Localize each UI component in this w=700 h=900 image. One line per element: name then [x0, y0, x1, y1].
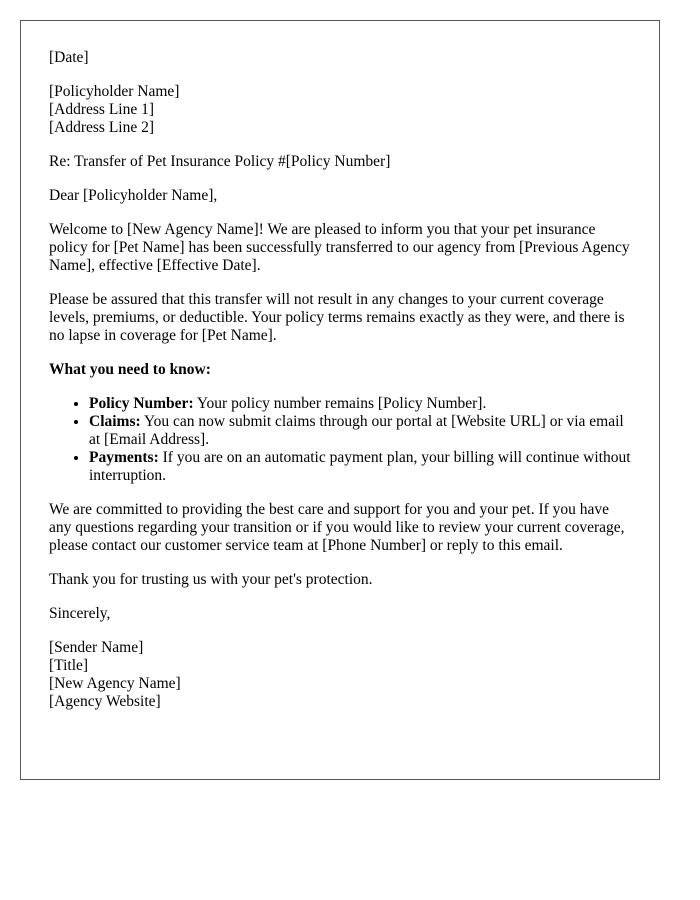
know-heading: What you need to know: — [49, 361, 211, 378]
letter-closing: Sincerely, — [49, 605, 111, 622]
letter-salutation: Dear [Policyholder Name], — [49, 187, 218, 204]
list-item-policy-number — [89, 395, 631, 413]
list-item-claims — [89, 413, 631, 449]
list-item-text: You can now submit claims through our portal at [Website URL] or via email at [Email Address]. — [89, 413, 624, 448]
sender-name: [Sender Name] — [49, 639, 144, 656]
list-item-payments — [89, 449, 631, 485]
letter-subject: Re: Transfer of Pet Insurance Policy #[Policy Number] — [49, 153, 391, 170]
list-item-text: Your policy number remains [Policy Number]. — [193, 395, 487, 412]
letter-date: [Date] — [49, 49, 89, 66]
list-item-label: Payments: — [89, 449, 159, 466]
recipient-address-block — [49, 83, 631, 137]
know-list — [49, 395, 631, 485]
sender-agency-website: [Agency Website] — [49, 693, 161, 710]
sender-agency-name: [New Agency Name] — [49, 675, 181, 692]
body-paragraph-support: We are committed to providing the best care and support for you and your pet. If you have any questions regarding your transition or if you would like to review your current coverage, please contact our customer service team at [Phone Number] or reply to this email. — [49, 501, 625, 554]
body-paragraph-assurance: Please be assured that this transfer will not result in any changes to your current coverage levels, premiums, or deductible. Your policy terms remains exactly as they were, and there is no lapse in coverage for [Pet Name]. — [49, 291, 625, 344]
body-paragraph-welcome: Welcome to [New Agency Name]! We are pleased to inform you that your pet insurance policy for [Pet Name] has been successfully transferred to our agency from [Previous Agency Name], effective [Effective Date]. — [49, 221, 630, 274]
recipient-address-line-1: [Address Line 1] — [49, 101, 155, 118]
sender-title: [Title] — [49, 657, 89, 674]
list-item-text: If you are on an automatic payment plan, your billing will continue without interruption. — [89, 449, 631, 484]
letter-page — [20, 20, 660, 780]
list-item-label: Claims: — [89, 413, 141, 430]
body-paragraph-thanks: Thank you for trusting us with your pet's protection. — [49, 571, 373, 588]
list-item-label: Policy Number: — [89, 395, 194, 412]
recipient-address-line-2: [Address Line 2] — [49, 119, 155, 136]
signature-block — [49, 639, 631, 711]
recipient-name: [Policyholder Name] — [49, 83, 180, 100]
